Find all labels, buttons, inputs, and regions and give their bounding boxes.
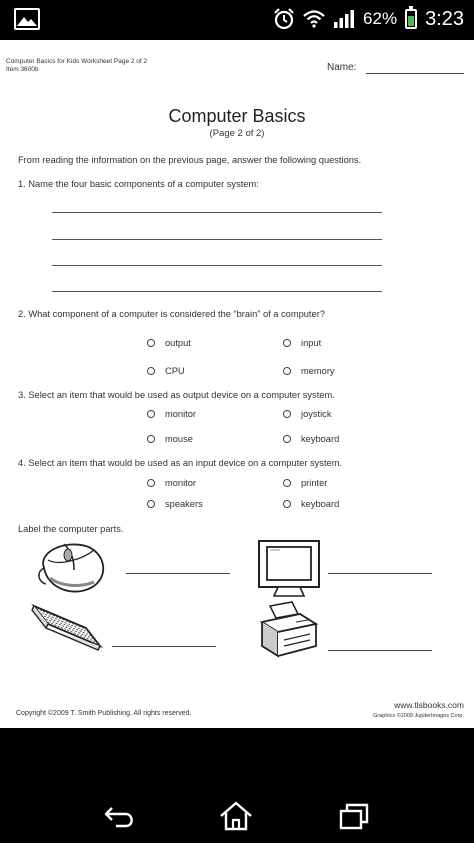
battery-percent: 62% (363, 9, 398, 28)
option-label: printer (301, 478, 328, 488)
q2-option-input[interactable] (283, 338, 321, 348)
printer-label-line (328, 650, 432, 651)
q2-option-memory[interactable] (283, 366, 335, 376)
gallery-thumbnail-icon (14, 8, 40, 30)
home-button[interactable] (214, 796, 258, 836)
question-1: 1. Name the four basic components of a computer system: (18, 179, 259, 189)
question-4: 4. Select an item that would be used as an input device on a computer system. (18, 458, 343, 468)
option-label: keyboard (301, 499, 340, 509)
header-line-1: Computer Basics for Kids Worksheet Page 2 of 2 (6, 58, 148, 65)
option-label: monitor (165, 478, 197, 488)
back-icon (102, 802, 138, 830)
option-label: speakers (165, 499, 203, 509)
instructions: From reading the information on the previous page, answer the following questions. (18, 155, 362, 165)
copyright-text: Copyright ©2009 T. Smith Publishing. All rights reserved. (16, 710, 192, 717)
q3-option-joystick[interactable] (283, 409, 331, 419)
monitor-picture (256, 538, 322, 600)
radio-bubble[interactable] (147, 339, 155, 347)
graphics-credit: Graphics ©2009 JupiterImages Corp. (373, 713, 464, 719)
navigation-bar (0, 790, 474, 843)
option-label: CPU (165, 366, 185, 376)
option-label: mouse (165, 434, 193, 444)
website-url: www.tlsbooks.com (394, 700, 464, 710)
mouse-picture (34, 538, 118, 600)
label-parts-instructions: Label the computer parts. (18, 524, 124, 534)
page-subtitle: (Page 2 of 2) (209, 128, 265, 139)
option-label: output (165, 338, 191, 348)
answer-line-2 (52, 239, 382, 240)
worksheet-page[interactable] (0, 40, 474, 728)
q4-option-speakers[interactable] (147, 499, 203, 509)
q4-option-printer[interactable] (283, 478, 327, 488)
status-bar (0, 0, 474, 38)
keyboard-picture (28, 600, 104, 652)
q3-option-keyboard[interactable] (283, 434, 339, 444)
page-title: Computer Basics (168, 106, 306, 126)
option-label: input (301, 338, 322, 348)
option-label: monitor (165, 409, 197, 419)
q4-option-monitor[interactable] (147, 478, 196, 488)
answer-line-3 (52, 265, 382, 266)
battery-icon (405, 9, 417, 29)
recent-apps-icon (336, 801, 372, 831)
radio-bubble[interactable] (283, 435, 291, 443)
q4-option-keyboard[interactable] (283, 499, 339, 509)
q3-option-mouse[interactable] (147, 434, 193, 444)
answer-line-4 (52, 291, 382, 292)
keyboard-label-line (112, 646, 216, 647)
radio-bubble[interactable] (147, 500, 155, 508)
q3-option-monitor[interactable] (147, 409, 196, 419)
radio-bubble[interactable] (147, 367, 155, 375)
monitor-label-line (328, 573, 432, 574)
clock-time: 3:23 (425, 7, 464, 30)
wifi-icon (303, 10, 325, 28)
option-label: memory (301, 366, 335, 376)
home-icon (218, 800, 254, 832)
signal-icon (333, 10, 355, 28)
option-label: keyboard (301, 434, 340, 444)
mouse-label-line (126, 573, 230, 574)
name-label: Name: (327, 62, 357, 73)
q2-option-cpu[interactable] (147, 366, 185, 376)
option-label: joystick (301, 409, 332, 419)
radio-bubble[interactable] (147, 435, 155, 443)
radio-bubble[interactable] (283, 410, 291, 418)
radio-bubble[interactable] (147, 479, 155, 487)
question-2: 2. What component of a computer is considered the “brain” of a computer? (18, 309, 325, 319)
printer-picture (256, 600, 322, 658)
alarm-clock-icon (273, 8, 295, 30)
radio-bubble[interactable] (283, 367, 291, 375)
answer-line-1 (52, 212, 382, 213)
back-button[interactable] (98, 796, 142, 836)
header-line-2: Item 3600b (6, 66, 39, 73)
status-icons (273, 0, 464, 38)
name-line (366, 73, 464, 74)
question-3: 3. Select an item that would be used as output device on a computer system. (18, 390, 335, 400)
worksheet-header-info (6, 58, 147, 74)
q2-option-output[interactable] (147, 338, 191, 348)
recent-apps-button[interactable] (332, 796, 376, 836)
radio-bubble[interactable] (283, 479, 291, 487)
radio-bubble[interactable] (147, 410, 155, 418)
radio-bubble[interactable] (283, 339, 291, 347)
radio-bubble[interactable] (283, 500, 291, 508)
